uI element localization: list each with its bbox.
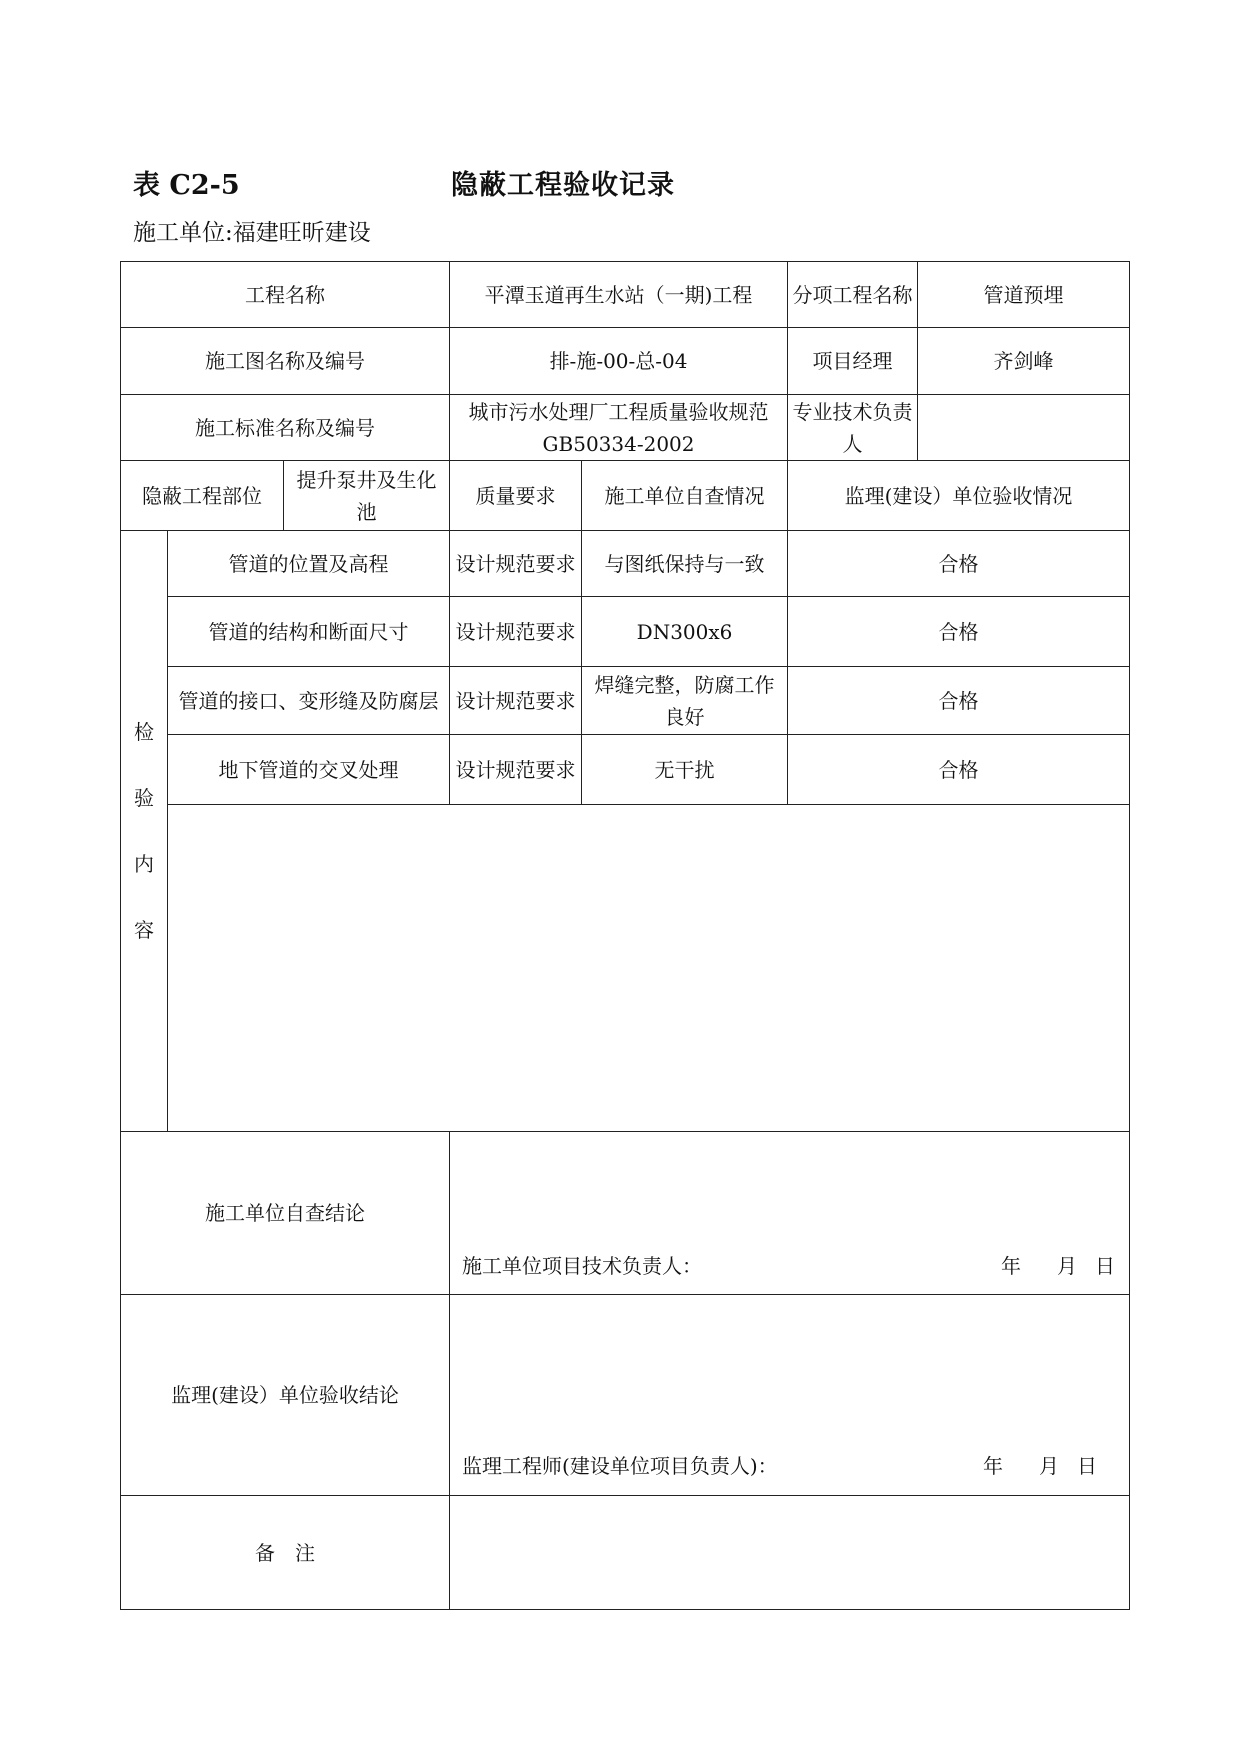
document-header — [133, 163, 1133, 203]
self-conclusion-cell — [450, 1132, 1130, 1295]
standard-value: 城市污水处理厂工程质量验收规范 GB50334-2002 — [450, 395, 788, 461]
self-check-result: 焊缝完整，防腐工作良好 — [582, 667, 788, 735]
table-row — [121, 597, 1130, 667]
supervision-date: 年 月 日 — [983, 1454, 1098, 1478]
self-check-result: 与图纸保持与一致 — [582, 531, 788, 597]
inspection-item: 管道的接口、变形缝及防腐层 — [168, 667, 450, 735]
supervision-header: 监理(建设）单位验收情况 — [788, 461, 1130, 531]
pm-value: 齐剑峰 — [918, 328, 1130, 395]
quality-requirement: 设计规范要求 — [450, 597, 582, 667]
inspection-item: 管道的位置及高程 — [168, 531, 450, 597]
tech-lead-value — [918, 395, 1130, 461]
drawing-label: 施工图名称及编号 — [121, 328, 450, 395]
column-header-row — [121, 461, 1130, 531]
construction-unit: 施工单位:福建旺昕建设 — [133, 220, 371, 246]
quality-requirement: 设计规范要求 — [450, 667, 582, 735]
inspection-side-label: 检 验 内 容 — [121, 531, 168, 1132]
standard-label: 施工标准名称及编号 — [121, 395, 450, 461]
supervision-conclusion-label: 监理(建设）单位验收结论 — [121, 1295, 450, 1496]
self-check-header: 施工单位自查情况 — [582, 461, 788, 531]
hidden-part-label: 隐蔽工程部位 — [121, 461, 284, 531]
inspection-blank-area — [121, 805, 1130, 1132]
tech-lead-label: 专业技术负责人 — [788, 395, 918, 461]
drawing-row — [121, 328, 1130, 395]
inspection-item: 地下管道的交叉处理 — [168, 735, 450, 805]
project-name-value: 平潭玉道再生水站（一期)工程 — [450, 262, 788, 328]
inspection-item: 管道的结构和断面尺寸 — [168, 597, 450, 667]
quality-requirement: 设计规范要求 — [450, 735, 582, 805]
self-signer-label: 施工单位项目技术负责人： — [462, 1254, 703, 1278]
self-date: 年 月 日 — [1001, 1254, 1116, 1278]
remarks-row — [121, 1496, 1130, 1610]
pm-label: 项目经理 — [788, 328, 918, 395]
supervision-result: 合格 — [788, 531, 1130, 597]
blank-cell — [168, 805, 1130, 1132]
table-row — [121, 531, 1130, 597]
project-row — [121, 262, 1130, 328]
supervision-conclusion-row — [121, 1295, 1130, 1496]
hidden-part-value: 提升泵井及生化池 — [284, 461, 450, 531]
self-check-result: 无干扰 — [582, 735, 788, 805]
self-conclusion-row — [121, 1132, 1130, 1295]
table-row — [121, 667, 1130, 735]
supervision-result: 合格 — [788, 667, 1130, 735]
quality-requirement: 设计规范要求 — [450, 531, 582, 597]
supervision-result: 合格 — [788, 597, 1130, 667]
project-name-label: 工程名称 — [121, 262, 450, 328]
drawing-value: 排-施-00-总-04 — [450, 328, 788, 395]
inspection-record-table — [120, 261, 1130, 1610]
remarks-label: 备 注 — [121, 1496, 450, 1610]
supervision-result: 合格 — [788, 735, 1130, 805]
sub-project-value: 管道预埋 — [918, 262, 1130, 328]
supervision-conclusion-cell — [450, 1295, 1130, 1496]
standard-row — [121, 395, 1130, 461]
supervision-signer-label: 监理工程师(建设单位项目负责人)： — [462, 1454, 778, 1478]
remarks-value — [450, 1496, 1130, 1610]
table-number: 表 C2-5 — [133, 170, 240, 201]
quality-req-header: 质量要求 — [450, 461, 582, 531]
sub-project-label: 分项工程名称 — [788, 262, 918, 328]
document-title: 隐蔽工程验收记录 — [451, 170, 675, 201]
table-row — [121, 735, 1130, 805]
self-check-result: DN300x6 — [582, 597, 788, 667]
self-conclusion-label: 施工单位自查结论 — [121, 1132, 450, 1295]
